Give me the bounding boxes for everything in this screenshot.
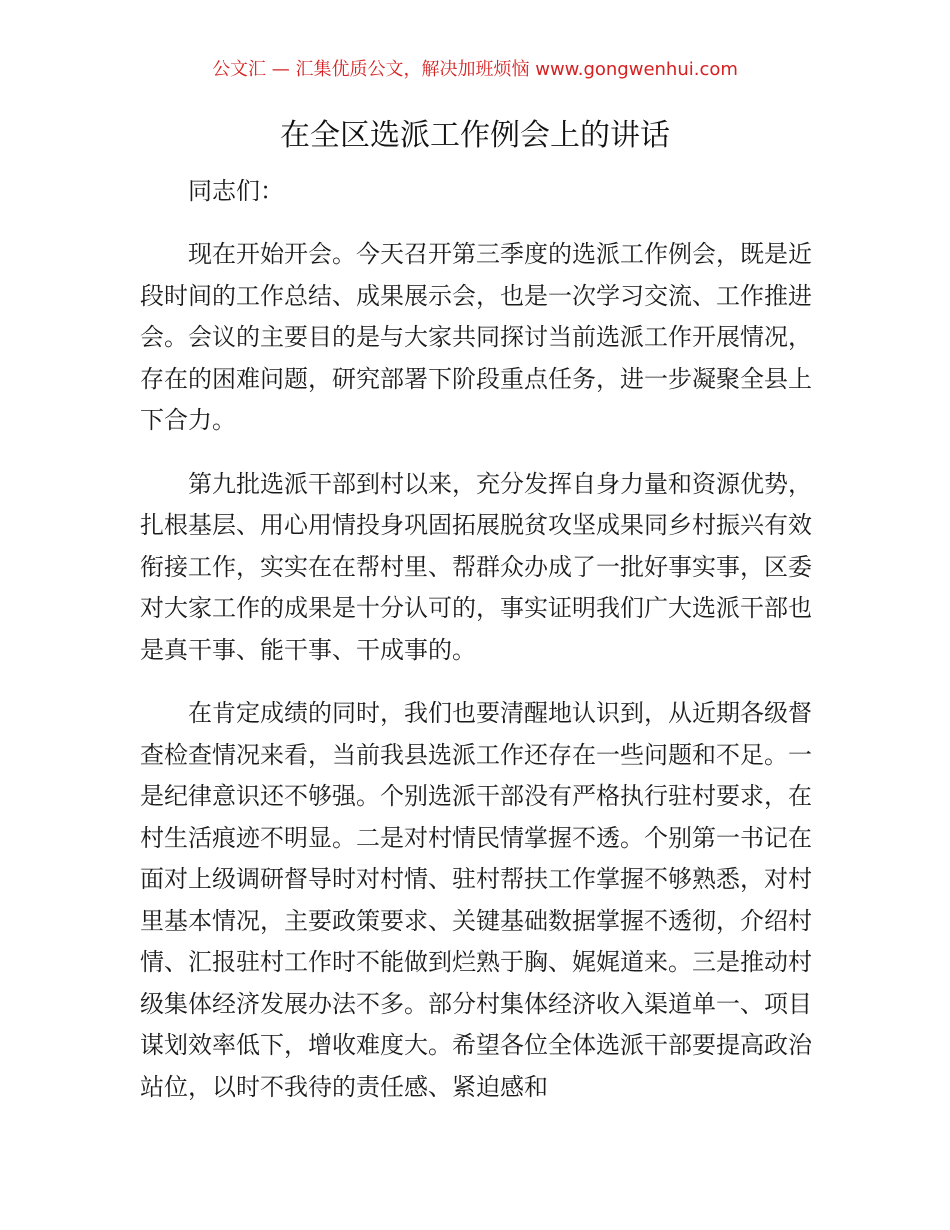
document-title: 在全区选派工作例会上的讲话 xyxy=(280,118,670,153)
salutation: 同志们： xyxy=(188,177,284,205)
paragraph-1: 现在开始开会。今天召开第三季度的选派工作例会，既是近段时间的工作总结、成果展示会，也是一次学习交流、工作推进会。会议的主要目的是与大家共同探讨当前选派工作开展情况，存在的困难问题，研究部署下阶段重点任务，进一步凝聚全县上下合力。 xyxy=(140,240,812,434)
document-body xyxy=(140,170,812,1108)
header-banner: 公文汇 — 汇集优质公文，解决加班烦恼 www.gongwenhui.com xyxy=(212,59,738,80)
paragraph-2: 第九批选派干部到村以来，充分发挥自身力量和资源优势，扎根基层、用心用情投身巩固拓展脱贫攻坚成果同乡村振兴有效衔接工作，实实在在帮村里、帮群众办成了一批好事实事，区委对大家工作的成果是十分认可的，事实证明我们广大选派干部也是真干事、能干事、干成事的。 xyxy=(140,469,812,664)
paragraph-3: 在肯定成绩的同时，我们也要清醒地认识到，从近期各级督查检查情况来看，当前我县选派工作还存在一些问题和不足。一是纪律意识还不够强。个别选派干部没有严格执行驻村要求，在村生活痕迹不明显。二是对村情民情掌握不透。个别第一书记在面对上级调研督导时对村情、驻村帮扶工作掌握不够熟悉，对村里基本情况，主要政策要求、关键基础数据掌握不透彻，介绍村情、汇报驻村工作时不能做到烂熟于胸、娓娓道来。三是推动村级集体经济发展办法不多。部分村集体经济收入渠道单一、项目谋划效率低下，增收难度大。希望各位全体选派干部要提高政治站位，以时不我待的责任感、紧迫感和 xyxy=(140,699,812,1101)
